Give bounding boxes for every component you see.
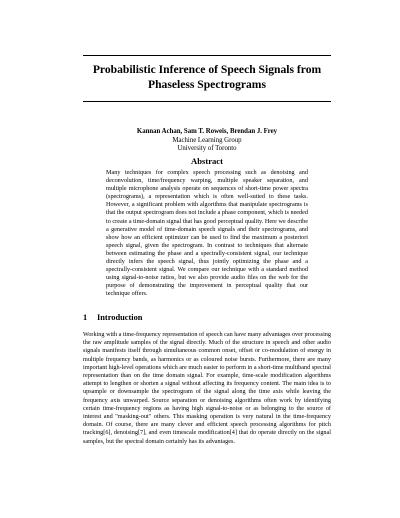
affiliation-group: Machine Learning Group (172, 136, 242, 144)
author-names: Kannan Achan, Sam T. Roweis, Brendan J. Frey (136, 128, 278, 135)
author-block (83, 128, 331, 154)
title-line-1: Probabilistic Inference of Speech Signals from (92, 63, 322, 76)
paper-title (83, 62, 331, 92)
title-bottom-rule (83, 101, 331, 102)
section-heading (83, 313, 142, 323)
section-number: 1 (83, 313, 88, 322)
introduction-text: Working with a time-frequency representation of speech can have many advantages over processing the raw amplitude samples of the signal directly. Much of the structure in speech and other audio signals manifests itself through simultaneous common onset, offset or co-modulation of energy in multiple frequency bands, as harmonics or as coloured noise bursts. Furthermore, there are many important high-level operations which are much easier to perform in a short-time multiband spectral representation than on the time domain signal. For example, time-scale modification algorithms attempt to lengthen or shorten a signal without affecting its frequency content. The main idea is to upsample or downsample the spectrogram of the signal along the time axis while leaving the frequency axis unwarped. Source separation or denoising algorithms often work by identifying certain time-frequency regions as having high signal-to-noise or as belonging to the source of interest and "masking-out" others. This masking operation is very natural in the time-frequency domain. Of course, there are many clever and efficient speech processing algorithms for pitch tracking[6], denoising[7], and even timescale modification[4] that do operate directly on the signal samples, but the spectral domain certainly has its advantages. (83, 331, 331, 445)
title-line-2: Phaseless Spectrograms (148, 78, 266, 91)
abstract-text: Many techniques for complex speech processing such as denoising and deconvolution, time/frequency warping, multiple speaker separation, and multiple microphone analysis operate on sequences of short-time power spectra (spectrograms), a representation which is often well-suited to these tasks. However, a significant problem with algorithms that manipulate spectrograms is that the output spectrogram does not include a phase component, which is needed to create a time-domain signal that has good perceptual quality. Here we describe a generative model of time-domain speech signals and their spectrograms, and show how an efficient optimizer can be used to find the maximum a posteriori speech signal, given the spectrogram. In contrast to techniques that alternate between estimating the phase and a spectrally-consistent signal, our technique directly infers the speech signal, thus jointly optimizing the phase and a spectrally-consistent signal. We compare our technique with a standard method using signal-to-noise ratios, but we also provide audio files on the web for the purpose of demonstrating the improvement in perceptual quality that our technique offers. (106, 169, 308, 298)
abstract-heading: Abstract (191, 156, 223, 166)
affiliation-university: University of Toronto (177, 145, 237, 152)
title-top-rule (83, 55, 331, 56)
section-title: Introduction (97, 313, 143, 322)
